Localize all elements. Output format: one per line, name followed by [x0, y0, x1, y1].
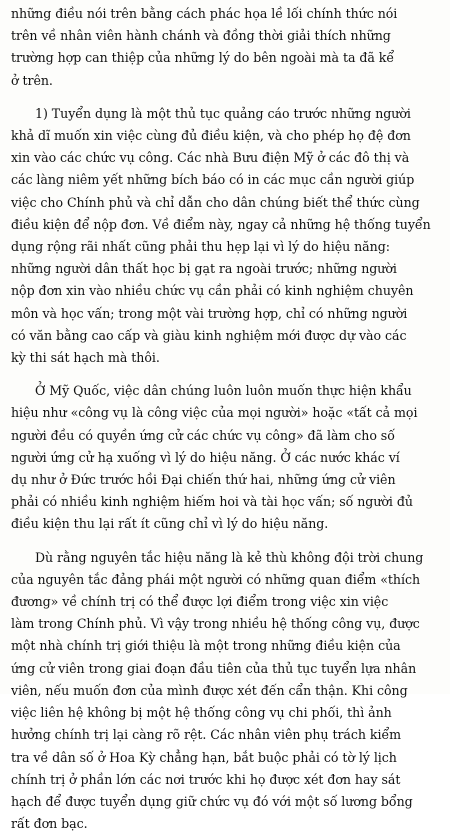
text-line: việc cho Chính phủ và chỉ dẫn cho dân chúng biết thể thức cùng	[11, 194, 420, 210]
paragraph-gap	[11, 369, 444, 380]
text-line: hưởng chính trị lại càng rõ rệt. Các nhân viên phụ trách kiểm	[11, 727, 402, 743]
text-line: 1) Tuyển dụng là một thủ tục quảng cáo trước những người	[35, 105, 411, 121]
text-line: dụ như ở Đức trước hồi Đại chiến thứ hai, những ứng cử viên	[11, 472, 396, 488]
text-line: hạch để được tuyển dụng giữ chức vụ đó với một số lương bổng	[11, 793, 413, 809]
text-line: viên, nếu muốn đơn của mình được xét đến cẩn thận. Khi công	[11, 682, 408, 698]
paragraph-my-quoc	[11, 380, 444, 535]
text-line: phải có nhiều kinh nghiệm hiếm hoi và tài học vấn; số người đủ	[11, 494, 413, 510]
text-line: xin vào các chức vụ công. Các nhà Bưu điện Mỹ ở các đô thị và	[11, 150, 410, 166]
text-line: một nhà chính trị giới thiệu là một trong những điều kiện của	[11, 638, 401, 654]
text-line: rất đơn bạc.	[11, 816, 88, 832]
paragraph-recruitment	[11, 103, 444, 369]
text-line: ứng cử viên trong giai đoạn đầu tiên của thủ tục tuyển lựa nhân	[11, 660, 417, 676]
text-line: có văn bằng cao cấp và giàu kinh nghiệm mới được dự vào các	[11, 327, 407, 343]
text-line: kỳ thi sát hạch mà thôi.	[11, 350, 160, 366]
text-line: làm trong Chính phủ. Vì vậy trong nhiều hệ thống công vụ, được	[11, 616, 420, 632]
text-line: tra về dân số ở Hoa Kỳ chẳng hạn, bắt buộc phải có tờ lý lịch	[11, 749, 397, 765]
text-line: người đều có quyền ứng cử các chức vụ công» đã làm cho số	[11, 427, 395, 443]
text-line: các làng niêm yết những bích báo có in các mục cần người giúp	[11, 172, 415, 188]
text-line: Dù rằng nguyên tắc hiệu năng là kẻ thù không đội trời chung	[35, 549, 424, 565]
paragraph-gap	[11, 92, 444, 103]
paragraph-continuation	[11, 3, 444, 92]
paragraph-efficiency-principle	[11, 547, 444, 835]
text-line: môn và học vấn; trong một vài trường hợp, chỉ có những người	[11, 305, 408, 321]
text-line: Ở Mỹ Quốc, việc dân chúng luôn luôn muốn thực hiện khẩu	[35, 383, 412, 399]
text-line: hiệu như «công vụ là công việc của mọi người» hoặc «tất cả mọi	[11, 405, 418, 421]
text-line: điều kiện thu lại rất ít cũng chỉ vì lý do hiệu năng.	[11, 516, 329, 532]
text-line: việc liên hệ không bị một hệ thống công vụ chi phối, thì ảnh	[11, 705, 392, 721]
text-line: những người dân thất học bị gạt ra ngoài trước; những người	[11, 261, 397, 277]
text-line: chính trị ở phần lớn các nơi trước khi họ được xét đơn hay sát	[11, 771, 401, 787]
text-line: trường hợp can thiệp của những lý do bên ngoài mà ta đã kể	[11, 50, 395, 66]
paragraph-gap	[11, 536, 444, 547]
text-line: đương» về chính trị có thể được lợi điểm trong việc xin việc	[11, 594, 389, 610]
text-line: người ứng cử hạ xuống vì lý do hiệu năng. Ở các nước khác ví	[11, 449, 400, 465]
text-line: ở trên.	[11, 72, 53, 88]
text-line: của nguyên tắc đảng phái một người có những quan điểm «thích	[11, 571, 421, 587]
text-line: điều kiện để nộp đơn. Về điểm này, ngay cả những hệ thống tuyển	[11, 216, 431, 232]
text-line: dụng rộng rãi nhất cũng phải thu hẹp lại vì lý do hiệu năng:	[11, 239, 390, 255]
text-line: nộp đơn xin vào nhiều chức vụ cần phải có kinh nghiệm chuyên	[11, 283, 414, 299]
text-line: trên về nhân viên hành chánh và đồng thời giải thích những	[11, 28, 391, 44]
text-line: những điều nói trên bằng cách phác họa lề lối chính thức nói	[11, 6, 398, 21]
text-line: khả dĩ muốn xin việc cùng đủ điều kiện, và cho phép họ đệ đơn	[11, 128, 411, 144]
